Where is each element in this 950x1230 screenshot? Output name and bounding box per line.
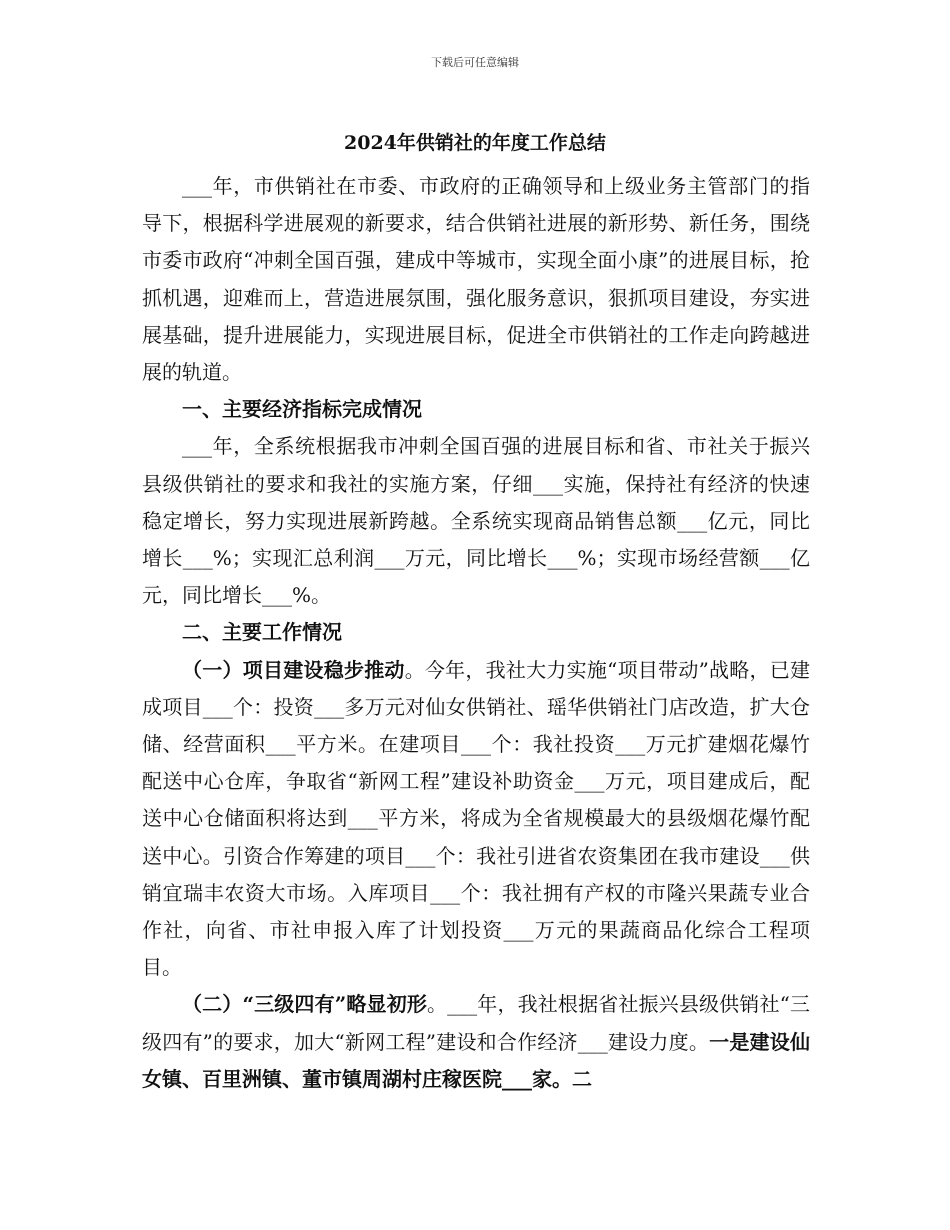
paragraph-intro: ___年，市供销社在市委、市政府的正确领导和上级业务主管部门的指导下，根据科学进展观的新要求，结合供销社进展的新形势、新任务，围绕市委市政府“冲刺全国百强，建成中等城市，实现全面小康”的进展目标，抢抓机遇，迎难而上，营造进展氛围，强化服务意识，狠抓项目建设，夯实进展基础，提升进展能力，实现进展目标，促进全市供销社的工作走向跨越进展的轨道。	[142, 174, 810, 385]
paragraph-three-levels	[142, 986, 810, 1098]
paragraph-three-levels-text: 。___年，我社根据省社振兴县级供销社“三级四有”的要求，加大“新网工程”建设和合作经济___建设力度。	[142, 992, 810, 1054]
paragraph-projects-text: 。今年，我社大力实施“项目带动”战略，已建成项目___个：投资___多万元对仙女供销社、瑶华供销社门店改造，扩大仓储、经营面积___平方米。在建项目___个：我社投资___万元扩建烟花爆竹配送中心仓库，争取省“新网工程”建设补助资金___万元，项目建成后，配送中心仓储面积将达到___平方米，将成为全省规模最大的县级烟花爆竹配送中心。引资合作筹建的项目___个：我社引进省农资集团在我市建设___供销宜瑞丰农资大市场。入库项目___个：我社拥有产权的市隆兴果蔬专业合作社，向省、市社申报入库了计划投资___万元的果蔬商品化综合工程项目。	[142, 657, 811, 980]
paragraph-three-levels-bold: 一是建设仙女镇、百里洲镇、董市镇周湖村庄稼医院___家。二	[142, 1029, 810, 1091]
subheading-three-levels: （二）“三级四有”略显初形	[182, 992, 427, 1017]
section-heading-1: 一、主要经济指标完成情况	[182, 397, 422, 422]
section-heading-2: 二、主要工作情况	[182, 620, 342, 645]
subheading-projects: （一）项目建设稳步推动	[182, 657, 405, 682]
paragraph-indicators: ___年，全系统根据我市冲刺全国百强的进展目标和省、市社关于振兴县级供销社的要求和我社的实施方案，仔细___实施，保持社有经济的快速稳定增长，努力实现进展新跨越。全系统实现商品销售总额___亿元，同比增长___%；实现汇总利润___万元，同比增长___%；实现市场经营额___亿元，同比增长___%。	[142, 434, 810, 608]
page-header: 下载后可任意编辑	[431, 56, 519, 69]
document-body	[142, 168, 810, 1098]
document-title: 2024年供销社的年度工作总结	[344, 132, 606, 154]
paragraph-projects	[142, 652, 810, 987]
